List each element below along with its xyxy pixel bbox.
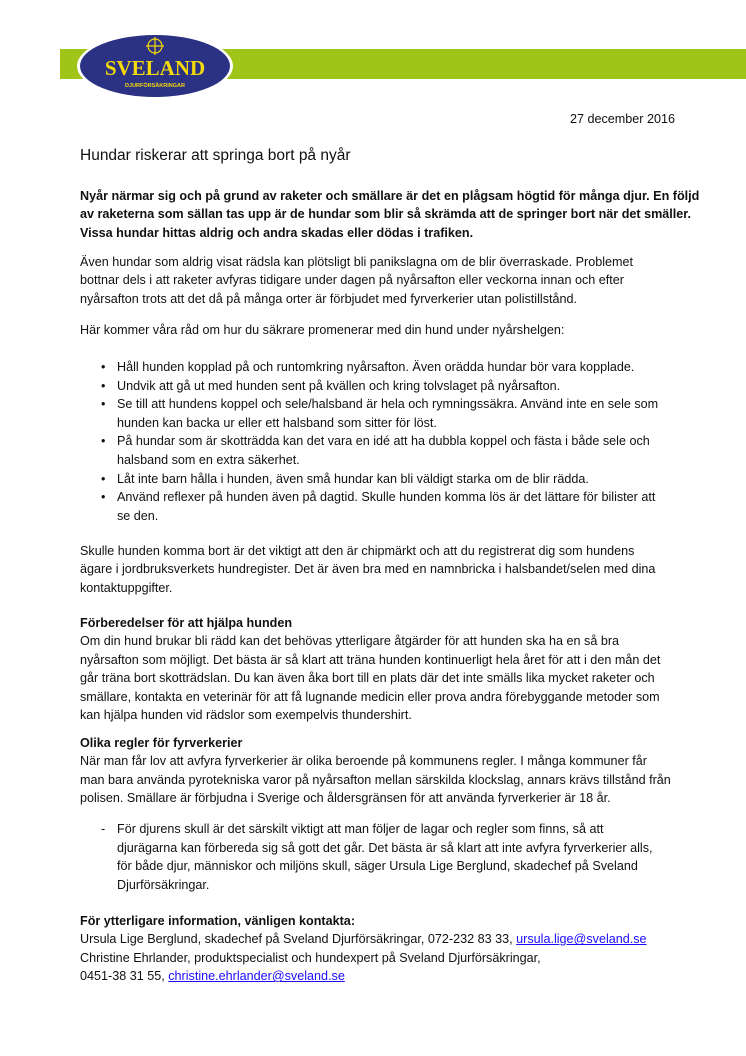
- bullet-icon: •: [101, 360, 106, 374]
- text-line: För djurens skull är det särskilt viktigt att man följer de lagar och regler som finns, så att: [117, 822, 604, 836]
- list-item-text: [117, 395, 700, 432]
- list-item: [80, 358, 700, 377]
- text-line: Nyår närmar sig och på grund av raketer och smällare är det en plågsam högtid för många djur. En följd: [80, 189, 700, 203]
- list-item: [80, 395, 700, 432]
- section-heading: Förberedelser för att hjälpa hunden: [80, 616, 293, 630]
- text-line: På hundar som är skotträdda kan det vara en idé att ha dubbla koppel och fästa i både sele och: [117, 434, 650, 449]
- text-line: Skulle hunden komma bort är det viktigt att den är chipmärkt och att du registrerat dig som hundens: [80, 544, 635, 558]
- page-title: Hundar riskerar att springa bort på nyår: [80, 147, 351, 164]
- section-heading: Olika regler för fyrverkerier: [80, 736, 243, 750]
- bullet-icon: •: [101, 397, 106, 412]
- list-item: [80, 488, 700, 525]
- text-line: nyårsafton som möjligt. Det bästa är så klart att träna hunden kontinuerligt hela året för att i den mån det: [80, 652, 661, 667]
- list-item-text: [117, 377, 700, 396]
- paragraph-fear: [80, 253, 700, 308]
- text-line: går träna bort skotträdslan. Du kan även åka bort till en plats där det inte smälls lika mycket raketer och: [80, 671, 655, 686]
- section-preparations: [80, 614, 700, 724]
- text-line: När man får lov att avfyra fyrverkerier är olika beroende på kommunens regler. I många kommuner får: [80, 754, 647, 769]
- text-line: halsband som en extra säkerhet.: [117, 452, 300, 467]
- list-item-text: [117, 488, 700, 525]
- section-rules: [80, 734, 700, 808]
- contact-christine-phone: [80, 967, 700, 985]
- text-line: Låt inte barn hålla i hunden, även små hundar kan bli väldigt starka om de blir rädda.: [117, 471, 589, 486]
- list-item: [80, 470, 700, 489]
- list-item-text: [117, 358, 700, 377]
- text-line: se den.: [117, 508, 159, 523]
- text-line: kan hjälpa hunden vid rädslor som exempelvis thundershirt.: [80, 708, 412, 723]
- text-line: Vissa hundar hittas aldrig och andra skadas eller dödas i trafiken.: [80, 225, 474, 240]
- contact-text: Ursula Lige Berglund, skadechef på Sveland Djurförsäkringar, 072-232 83 33,: [80, 932, 517, 947]
- text-line: ägare i jordbruksverkets hundregister. Det är även bra med en namnbricka i halsbandet/selen med dina: [80, 562, 656, 577]
- text-line: Undvik att gå ut med hunden sent på kvällen och kring tolvslaget på nyårsafton.: [117, 378, 561, 393]
- contact-christine: Christine Ehrlander, produktspecialist och hundexpert på Sveland Djurförsäkringar,: [80, 950, 541, 965]
- paragraph-advice-intro: [80, 321, 700, 339]
- contact-heading: För ytterligare information, vänligen kontakta:: [80, 914, 356, 928]
- section-body: [80, 752, 700, 807]
- bullet-icon: •: [101, 434, 106, 449]
- text-line: Håll hunden kopplad på och runtomkring nyårsafton. Även orädda hundar bör vara kopplade.: [117, 360, 635, 374]
- text-line: Använd reflexer på hunden även på dagtid. Skulle hunden komma lös är det lättare för bilister att: [117, 490, 656, 505]
- svg-text:SVELAND: SVELAND: [104, 56, 206, 80]
- quote-list: [80, 820, 700, 894]
- list-item: [80, 377, 700, 396]
- text-line: för både djur, människor och miljöns skull, säger Ursula Lige Berglund, skadechef på Sveland: [117, 859, 638, 874]
- contact-phone: 0451-38 31 55,: [80, 969, 169, 984]
- dash-marker: -: [101, 822, 106, 836]
- text-line: djurägarna kan förbereda sig så gott det går. Det bästa är så klart att inte avfyra fyrverkerier alls,: [117, 840, 653, 855]
- text-line: Om din hund brukar bli rädd kan det behövas ytterligare åtgärder för att hunden ska ha en så bra: [80, 634, 620, 649]
- text-line: polisen. Smällare är förbjudna i Sverige och åldersgränsen för att använda fyrverkerier är 18 år.: [80, 791, 611, 806]
- text-line: kontaktuppgifter.: [80, 580, 173, 595]
- text-line: Se till att hundens koppel och sele/halsband är hela och rymningssäkra. Använd inte en sele som: [117, 397, 659, 412]
- bullet-icon: •: [101, 378, 106, 393]
- bullet-icon: •: [101, 471, 106, 486]
- paragraph-lost-dog: [80, 542, 700, 597]
- text-line: hunden kan backa ur eller ett halsband som sitter för löst.: [117, 415, 437, 430]
- svg-text:DJURFÖRSÄKRINGAR: DJURFÖRSÄKRINGAR: [125, 83, 185, 89]
- intro-paragraph: [80, 187, 700, 242]
- text-line: bottnar dels i att raketer avfyras tidigare under dagen på nyårsafton eller veckorna innan och efter: [80, 273, 624, 288]
- bullet-icon: •: [101, 490, 106, 505]
- text-line: Djurförsäkringar.: [117, 877, 210, 892]
- quote-text: [117, 820, 700, 894]
- text-line: Här kommer våra råd om hur du säkrare promenerar med din hund under nyårshelgen:: [80, 323, 565, 337]
- advice-list: [80, 358, 700, 525]
- text-line: av raketerna som sällan tas upp är de hundar som blir så skrämda att de springer bort när det smäller.: [80, 207, 692, 222]
- email-link-christine[interactable]: christine.ehrlander@sveland.se: [168, 969, 345, 984]
- text-line: Även hundar som aldrig visat rädsla kan plötsligt bli panikslagna om de blir överraskade. Problemet: [80, 255, 634, 269]
- text-line: nyårsafton trots att det då på många orter är förbjudet med fyrverkerier utan polistillstånd.: [80, 291, 578, 306]
- email-link-ursula[interactable]: ursula.lige@sveland.se: [516, 932, 647, 947]
- text-line: smällare, kontakta en veterinär för att få lugnande medicin eller prova andra förebyggande metoder som: [80, 689, 660, 704]
- contact-ursula: [80, 930, 700, 948]
- list-item-text: [117, 470, 700, 489]
- section-body: [80, 632, 700, 724]
- sveland-logo: [76, 32, 234, 100]
- list-item-text: [117, 432, 700, 469]
- text-line: man bara använda pyrotekniska varor på nyårsafton mellan särskilda klockslag, annars krävs tillstånd från: [80, 772, 671, 787]
- contact-section: [80, 912, 700, 986]
- list-item: [80, 432, 700, 469]
- quote-item: [80, 820, 700, 894]
- document-date: 27 december 2016: [569, 112, 675, 126]
